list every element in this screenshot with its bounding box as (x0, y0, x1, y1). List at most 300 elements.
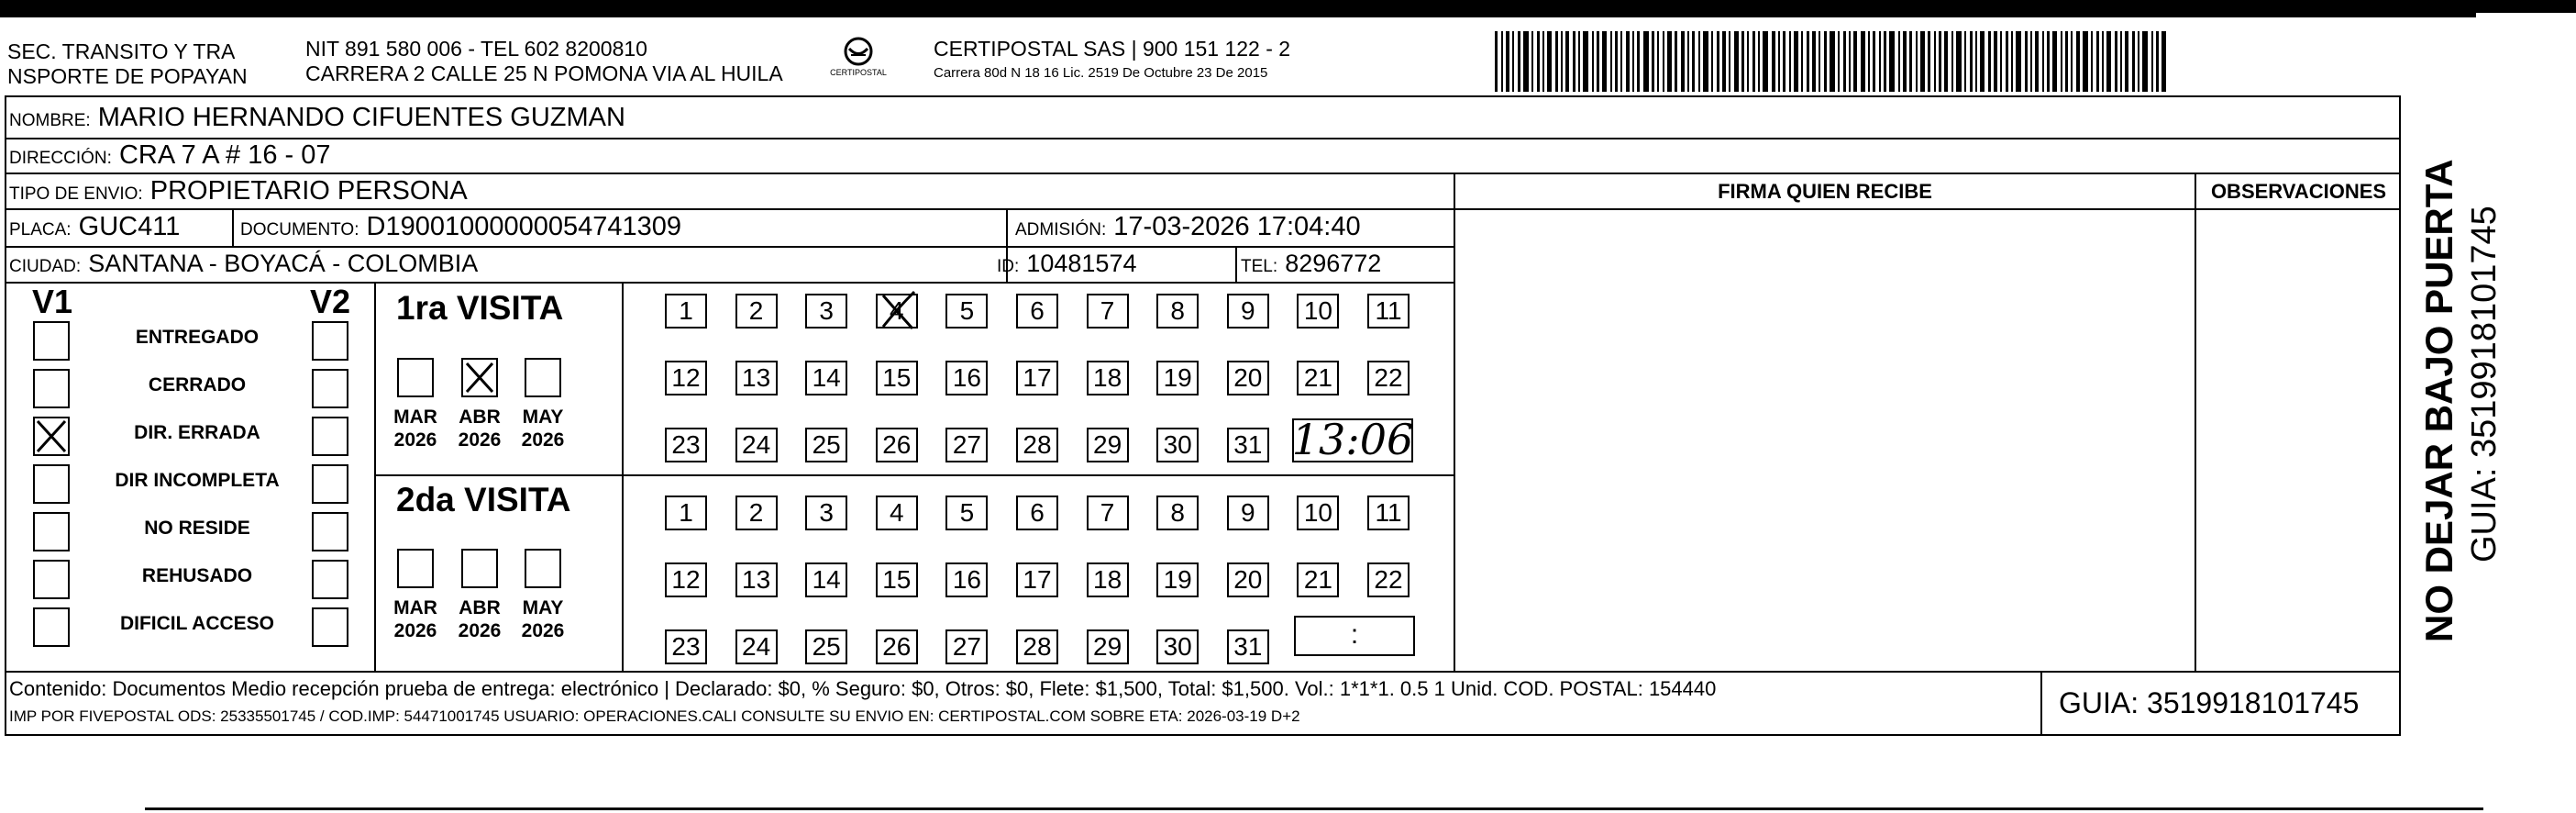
signature-area[interactable] (1455, 209, 2195, 671)
sender-line-1: SEC. TRANSITO Y TRA (7, 39, 236, 63)
id-value: 10481574 (1026, 250, 1137, 277)
barcode-bar (1729, 31, 1730, 92)
month-name: MAR (393, 597, 437, 618)
barcode-bar (1698, 31, 1700, 92)
documento-field (240, 211, 681, 246)
footer-divider (2040, 671, 2042, 736)
barcode-bar (1980, 31, 1985, 92)
barcode (1495, 31, 2221, 92)
day-box[interactable] (1016, 428, 1058, 462)
barcode-bar (1537, 31, 1540, 92)
day-box[interactable] (805, 629, 847, 664)
day-box[interactable] (1227, 562, 1269, 597)
barcode-bar (2030, 31, 2032, 92)
barcode-bar (1610, 31, 1612, 92)
barcode-bar (2142, 31, 2148, 92)
barcode-bar (2091, 31, 2093, 92)
day-number: 3 (819, 498, 834, 527)
day-box[interactable] (1156, 428, 1199, 462)
barcode-bar (1722, 31, 1726, 92)
day-number: 13 (742, 565, 771, 594)
day-box[interactable] (1016, 629, 1058, 664)
month-checkbox[interactable] (525, 358, 561, 397)
barcode-bar (1873, 31, 1875, 92)
barcode-bar (1988, 31, 1991, 92)
day-box[interactable] (1297, 562, 1339, 597)
month-checkbox[interactable] (461, 549, 498, 588)
status-v1-checkbox[interactable] (33, 560, 70, 599)
barcode-bar (1758, 31, 1760, 92)
day-number: 12 (671, 565, 701, 594)
status-v1-checkbox[interactable] (33, 417, 70, 456)
day-box[interactable] (805, 361, 847, 395)
barcode-bar (2120, 31, 2122, 92)
barcode-bar (1597, 31, 1599, 92)
observations-area[interactable] (2196, 209, 2401, 671)
day-number: 21 (1303, 565, 1332, 594)
day-number: 21 (1303, 363, 1332, 392)
day-number: 20 (1233, 363, 1263, 392)
day-number: 4 (890, 498, 904, 527)
day-box[interactable] (1367, 496, 1410, 530)
day-box[interactable] (1367, 562, 1410, 597)
day-number: 1 (679, 296, 693, 325)
day-box[interactable] (1087, 294, 1129, 329)
day-number: 6 (1030, 296, 1045, 325)
tipo-field (9, 175, 468, 210)
day-number: 29 (1093, 430, 1122, 459)
status-v2-checkbox[interactable] (312, 417, 348, 456)
barcode-bar (1975, 31, 1977, 92)
status-v2-checkbox[interactable] (312, 464, 348, 504)
status-v2-checkbox[interactable] (312, 512, 348, 551)
barcode-bar (1592, 31, 1594, 92)
ciudad-field (9, 248, 478, 283)
barcode-bar (1583, 31, 1588, 92)
barcode-bar (1578, 31, 1580, 92)
month-checkbox[interactable] (397, 549, 434, 588)
day-box[interactable] (1156, 562, 1199, 597)
day-box[interactable] (805, 496, 847, 530)
month-label (511, 596, 575, 642)
day-box[interactable] (1156, 361, 1199, 395)
no-dejar-label: NO DEJAR BAJO PUERTA (2417, 159, 2460, 642)
day-box[interactable] (945, 562, 988, 597)
day-number: 7 (1100, 296, 1115, 325)
day-box[interactable] (1087, 428, 1129, 462)
day-box[interactable] (735, 428, 778, 462)
day-number: 15 (882, 565, 912, 594)
visit-divider (374, 474, 1454, 476)
day-box[interactable] (945, 428, 988, 462)
barcode-bar (1687, 31, 1689, 92)
ciudad-value: SANTANA - BOYACÁ - COLOMBIA (88, 250, 479, 277)
side-guia: GUIA: 3519918101745 (2465, 206, 2504, 562)
barcode-bar (1849, 31, 1851, 92)
visit1-title: 1ra VISITA (396, 289, 564, 327)
day-box[interactable] (1087, 496, 1129, 530)
barcode-bar (1939, 31, 1941, 92)
status-label: ENTREGADO (135, 327, 260, 348)
status-label: DIR. ERRADA (134, 422, 260, 443)
status-label: REHUSADO (141, 565, 253, 586)
day-box[interactable] (945, 361, 988, 395)
barcode-bar (1703, 31, 1708, 92)
day-number: 9 (1241, 296, 1255, 325)
tel-label: TEL: (1241, 257, 1278, 276)
visit2-title: 2da VISITA (396, 481, 571, 518)
barcode-bar (1518, 31, 1520, 92)
top-border (0, 0, 2576, 13)
day-number: 29 (1093, 632, 1122, 661)
status-v1-checkbox[interactable] (33, 512, 70, 551)
month-year: 2026 (521, 620, 565, 641)
day-number: 1 (679, 498, 693, 527)
sender-line-2: NSPORTE DE POPAYAN (7, 64, 248, 88)
month-right-border (622, 283, 624, 671)
barcode-bar (2065, 31, 2068, 92)
day-box[interactable] (1297, 294, 1339, 329)
day-box[interactable] (665, 562, 707, 597)
barcode-bar (1632, 31, 1634, 92)
day-box[interactable] (665, 294, 707, 329)
top-border-lower (0, 13, 2476, 17)
day-number: 27 (952, 430, 981, 459)
barcode-bar (2102, 31, 2104, 92)
barcode-bar (2138, 31, 2139, 92)
direccion-label: DIRECCIÓN: (9, 149, 112, 168)
placa-field (9, 211, 180, 246)
status-v2-checkbox[interactable] (312, 369, 348, 408)
status-v2-checkbox[interactable] (312, 321, 348, 361)
barcode-bar (1512, 31, 1514, 92)
month-label (383, 406, 448, 451)
day-box[interactable] (735, 361, 778, 395)
day-box[interactable] (876, 496, 918, 530)
day-number: 19 (1163, 363, 1192, 392)
admision-value: 17-03-2026 17:04:40 (1113, 212, 1361, 241)
day-number: 3 (819, 296, 834, 325)
day-number: 25 (812, 632, 841, 661)
day-number: 28 (1023, 632, 1052, 661)
status-v1-checkbox[interactable] (33, 321, 70, 361)
day-box[interactable] (876, 629, 918, 664)
day-box[interactable] (945, 294, 988, 329)
barcode-bar (1830, 31, 1835, 92)
barcode-bar (1501, 31, 1503, 92)
day-box[interactable] (1016, 496, 1058, 530)
day-number: 31 (1233, 430, 1263, 459)
month-label (383, 596, 448, 642)
day-number: 30 (1163, 632, 1192, 661)
day-box[interactable] (805, 294, 847, 329)
day-box[interactable] (665, 629, 707, 664)
status-v2-checkbox[interactable] (312, 607, 348, 647)
day-box[interactable] (805, 562, 847, 597)
status-label: DIR INCOMPLETA (115, 470, 280, 491)
day-box[interactable] (665, 428, 707, 462)
sender-block (7, 39, 248, 89)
footer-guia: GUIA: 3519918101745 (2059, 686, 2360, 719)
barcode-bar (2161, 31, 2166, 92)
barcode-bar (1602, 31, 1607, 92)
day-number: 17 (1023, 363, 1052, 392)
day-number: 28 (1023, 430, 1052, 459)
day-number: 26 (882, 430, 912, 459)
month-checkbox[interactable] (525, 549, 561, 588)
barcode-bar (2071, 31, 2073, 92)
barcode-bar (1620, 31, 1622, 92)
barcode-bar (1916, 31, 1918, 92)
barcode-bar (1643, 31, 1649, 92)
day-box[interactable] (1016, 361, 1058, 395)
day-number: 20 (1233, 565, 1263, 594)
day-box[interactable] (1016, 562, 1058, 597)
placa-label: PLACA: (9, 220, 72, 239)
barcode-bar (1495, 31, 1498, 92)
day-number: 22 (1374, 565, 1403, 594)
day-number: 17 (1023, 565, 1052, 594)
barcode-bar (1652, 31, 1654, 92)
barcode-bar (2115, 31, 2117, 92)
day-box[interactable] (665, 496, 707, 530)
month-name: ABR (459, 597, 501, 618)
day-box[interactable] (665, 361, 707, 395)
id-field (997, 248, 1136, 283)
barcode-bar (1681, 31, 1685, 92)
day-box[interactable] (1227, 496, 1269, 530)
barcode-bar (2106, 31, 2111, 92)
day-box[interactable] (1016, 294, 1058, 329)
barcode-bar (1752, 31, 1755, 92)
courier-logo (828, 35, 889, 81)
day-number: 26 (882, 632, 912, 661)
status-v1-checkbox[interactable] (33, 464, 70, 504)
day-number: 15 (882, 363, 912, 392)
courier-logo-text: CERTIPOSTAL (830, 68, 887, 77)
day-box[interactable] (1297, 496, 1339, 530)
visit-left-border (374, 283, 376, 671)
barcode-bar (2061, 31, 2062, 92)
barcode-bar (1783, 31, 1786, 92)
day-box[interactable] (1227, 428, 1269, 462)
day-box[interactable] (1087, 562, 1129, 597)
barcode-bar (1801, 31, 1803, 92)
nombre-field (9, 102, 625, 137)
month-label (448, 596, 512, 642)
barcode-bar (2083, 31, 2088, 92)
barcode-bar (2006, 31, 2008, 92)
month-label (511, 406, 575, 451)
barcode-bar (1717, 31, 1719, 92)
day-box[interactable] (945, 496, 988, 530)
day-number: 14 (812, 363, 841, 392)
day-number: 4 (890, 296, 904, 325)
barcode-bar (1812, 31, 1816, 92)
day-check-mark (878, 290, 920, 340)
firma-header: FIRMA QUIEN RECIBE (1718, 180, 1932, 203)
day-number: 31 (1233, 632, 1263, 661)
status-v1-checkbox[interactable] (33, 369, 70, 408)
day-number: 23 (671, 430, 701, 459)
barcode-bar (1506, 31, 1509, 92)
day-number: 27 (952, 632, 981, 661)
day-box[interactable] (1297, 361, 1339, 395)
barcode-bar (1763, 31, 1768, 92)
barcode-bar (2011, 31, 2013, 92)
day-number: 16 (952, 363, 981, 392)
admision-label: ADMISIÓN: (1015, 220, 1107, 239)
barcode-bar (2132, 31, 2135, 92)
status-label: DIFICIL ACCESO (119, 613, 274, 634)
day-number: 2 (748, 498, 764, 527)
day-box[interactable] (1367, 361, 1410, 395)
day-box[interactable] (735, 496, 778, 530)
day-number: 11 (1375, 498, 1402, 527)
day-number: 18 (1093, 363, 1122, 392)
id-label: ID: (997, 257, 1020, 276)
nit-line-2: CARRERA 2 CALLE 25 N POMONA VIA AL HUILA (305, 61, 783, 85)
day-number: 12 (671, 363, 701, 392)
month-name: MAY (522, 406, 564, 428)
visit1-time-text: 13:06 (1291, 416, 1414, 464)
barcode-bar (2025, 31, 2028, 92)
tel-divider (1235, 246, 1237, 283)
barcode-bar (1794, 31, 1798, 92)
visit1-time[interactable] (1291, 416, 1414, 464)
barcode-bar (2052, 31, 2057, 92)
barcode-bar (1531, 31, 1533, 92)
tel-field (1241, 248, 1381, 283)
documento-label: DOCUMENTO: (240, 220, 359, 239)
month-year: 2026 (458, 429, 502, 451)
barcode-bar (1853, 31, 1857, 92)
day-box[interactable] (876, 562, 918, 597)
barcode-bar (1734, 31, 1739, 92)
barcode-bar (1747, 31, 1749, 92)
nombre-value: MARIO HERNANDO CIFUENTES GUZMAN (97, 103, 625, 132)
barcode-bar (2156, 31, 2159, 92)
row-divider (5, 138, 2401, 139)
barcode-bar (1573, 31, 1575, 92)
barcode-bar (1843, 31, 1846, 92)
day-number: 5 (959, 296, 975, 325)
day-number: 13 (742, 363, 771, 392)
barcode-bar (1909, 31, 1912, 92)
day-box[interactable] (876, 428, 918, 462)
visit2-time[interactable]: : (1294, 616, 1415, 656)
day-box[interactable] (1367, 294, 1410, 329)
day-box[interactable] (1227, 294, 1269, 329)
placa-divider (232, 208, 234, 246)
barcode-bar (2047, 31, 2050, 92)
barcode-bar (2035, 31, 2039, 92)
direccion-value: CRA 7 A # 16 - 07 (118, 140, 331, 170)
day-box[interactable] (735, 629, 778, 664)
documento-value: D19001000000054741309 (366, 212, 682, 241)
month-name: ABR (459, 406, 501, 428)
day-box[interactable] (805, 428, 847, 462)
bottom-rule (145, 807, 2483, 810)
barcode-bar (2076, 31, 2080, 92)
day-box[interactable] (1227, 361, 1269, 395)
status-v2-checkbox[interactable] (312, 560, 348, 599)
day-box[interactable] (735, 562, 778, 597)
barcode-bar (1934, 31, 1936, 92)
day-number: 24 (742, 632, 771, 661)
barcode-bar (1692, 31, 1695, 92)
row-divider (5, 173, 2401, 174)
barcode-bar (1615, 31, 1618, 92)
day-number: 22 (1374, 363, 1403, 392)
month-checkbox[interactable] (397, 358, 434, 397)
day-box[interactable] (1156, 294, 1199, 329)
courier-line-2: Carrera 80d N 18 16 Lic. 2519 De Octubre 23 De 2015 (934, 65, 1268, 81)
v2-header: V2 (310, 283, 351, 320)
barcode-bar (1944, 31, 1948, 92)
day-box[interactable] (1087, 361, 1129, 395)
day-box[interactable] (1227, 629, 1269, 664)
day-box[interactable] (945, 629, 988, 664)
barcode-bar (1889, 31, 1895, 92)
courier-block (934, 37, 1290, 82)
day-number: 5 (959, 498, 975, 527)
day-box[interactable] (1087, 629, 1129, 664)
barcode-bar (1807, 31, 1809, 92)
day-box[interactable] (876, 361, 918, 395)
barcode-bar (1898, 31, 1900, 92)
day-number: 18 (1093, 565, 1122, 594)
v1-header: V1 (32, 283, 73, 320)
day-box[interactable] (1156, 629, 1199, 664)
day-box[interactable] (876, 294, 918, 329)
barcode-bar (1838, 31, 1840, 92)
day-number: 25 (812, 430, 841, 459)
day-box[interactable] (1156, 496, 1199, 530)
barcode-bar (2125, 31, 2128, 92)
nit-block (305, 37, 783, 86)
nit-line-1: NIT 891 580 006 - TEL 602 8200810 (305, 37, 647, 61)
day-number: 30 (1163, 430, 1192, 459)
day-number: 7 (1100, 498, 1115, 527)
day-number: 11 (1375, 296, 1402, 325)
barcode-bar (1789, 31, 1791, 92)
barcode-bar (1861, 31, 1865, 92)
barcode-bar (1994, 31, 1997, 92)
barcode-bar (2151, 31, 2153, 92)
barcode-bar (1819, 31, 1820, 92)
barcode-bar (2096, 31, 2099, 92)
month-checkbox[interactable] (461, 358, 498, 397)
barcode-bar (1561, 31, 1563, 92)
day-number: 2 (748, 296, 764, 325)
barcode-bar (1547, 31, 1552, 92)
day-number: 10 (1303, 498, 1332, 527)
barcode-bar (1970, 31, 1973, 92)
barcode-bar (1956, 31, 1962, 92)
footer-line-2: IMP POR FIVEPOSTAL ODS: 25335501745 / COD.IMP: 54471001745 USUARIO: OPERACIONES.CALI CONSULTE SU ENVIO EN: CERTIPOSTAL.COM SOBRE ETA: 2026-03-19 D+2 (9, 707, 1300, 725)
day-box[interactable] (735, 294, 778, 329)
barcode-bar (1555, 31, 1558, 92)
status-label: NO RESIDE (144, 518, 250, 539)
barcode-bar (1920, 31, 1925, 92)
day-number: 9 (1241, 498, 1255, 527)
month-name: MAY (522, 597, 564, 618)
month-label (448, 406, 512, 451)
barcode-bar (2042, 31, 2044, 92)
status-v1-checkbox[interactable] (33, 607, 70, 647)
month-year: 2026 (393, 429, 437, 451)
